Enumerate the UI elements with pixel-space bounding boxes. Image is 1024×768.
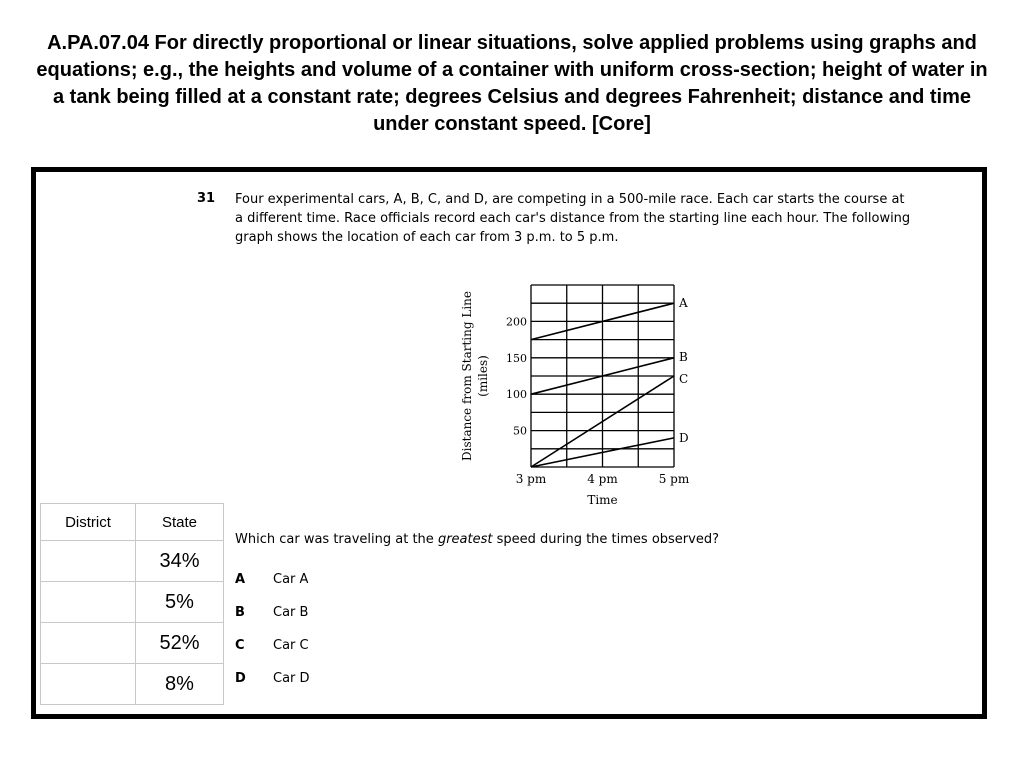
x-tick-label: 5 pm xyxy=(658,472,690,486)
choice-letter: D xyxy=(235,671,246,686)
choice-text: Car B xyxy=(273,605,309,620)
district-header: District xyxy=(41,504,136,541)
question-number: 31 xyxy=(197,191,216,206)
state-cell: 52% xyxy=(136,623,224,664)
table-row xyxy=(41,623,224,664)
series-label-b: B xyxy=(679,349,688,364)
district-cell xyxy=(41,541,136,582)
y-tick-label: 50 xyxy=(513,424,527,438)
state-cell: 34% xyxy=(136,541,224,582)
choice-letter: C xyxy=(235,638,245,653)
question-frame xyxy=(31,167,987,719)
choice-d[interactable] xyxy=(235,671,310,686)
state-cell: 8% xyxy=(136,664,224,705)
results-table xyxy=(40,503,224,705)
y-axis-label: (miles) xyxy=(476,355,490,397)
state-cell: 5% xyxy=(136,582,224,623)
district-cell xyxy=(41,664,136,705)
x-tick-label: 3 pm xyxy=(515,472,547,486)
choice-text: Car C xyxy=(273,638,309,653)
series-label-a: A xyxy=(679,296,688,311)
y-tick-label: 200 xyxy=(506,315,527,329)
y-tick-label: 150 xyxy=(506,351,527,365)
x-axis-label: Time xyxy=(587,493,618,507)
choice-a[interactable] xyxy=(235,572,308,587)
prompt-text-start: Which car was traveling at the xyxy=(235,532,438,547)
series-label-c: C xyxy=(679,372,689,386)
standard-header: A.PA.07.04 For directly proportional or linear situations, solve applied problems using graphs and equations; e.g., the heights and volume of a container with uniform cross-section; height of water in a tank being filled at a constant rate; degrees Celsius and degrees Fahrenheit; distance and time under constant speed. [Core] xyxy=(36,32,988,135)
x-tick-label: 4 pm xyxy=(587,472,618,486)
series-label-d: D xyxy=(679,430,689,445)
choice-text: Car A xyxy=(273,572,309,587)
table-row xyxy=(41,664,224,705)
prompt-text-end: speed during the times observed? xyxy=(492,532,719,547)
state-header: State xyxy=(136,504,224,541)
choice-letter: A xyxy=(235,572,246,587)
choice-text: Car D xyxy=(273,671,310,686)
y-tick-label: 100 xyxy=(506,388,527,402)
y-axis-label: Distance from Starting Line xyxy=(460,290,474,462)
distance-time-graph xyxy=(421,277,721,512)
table-row xyxy=(41,541,224,582)
choice-letter: B xyxy=(235,605,245,620)
question-prompt xyxy=(235,532,719,547)
district-cell xyxy=(41,582,136,623)
prompt-emphasis: greatest xyxy=(437,532,493,547)
choice-b[interactable] xyxy=(235,605,308,620)
choice-c[interactable] xyxy=(235,638,309,653)
table-row xyxy=(41,582,224,623)
question-stem: Four experimental cars, A, B, C, and D, are competing in a 500-mile race. Each car starts the course at a different time. Race officials record each car's distance from the starting line each hour. The following graph shows the location of each car from 3 p.m. to 5 p.m. xyxy=(235,192,911,245)
district-cell xyxy=(41,623,136,664)
